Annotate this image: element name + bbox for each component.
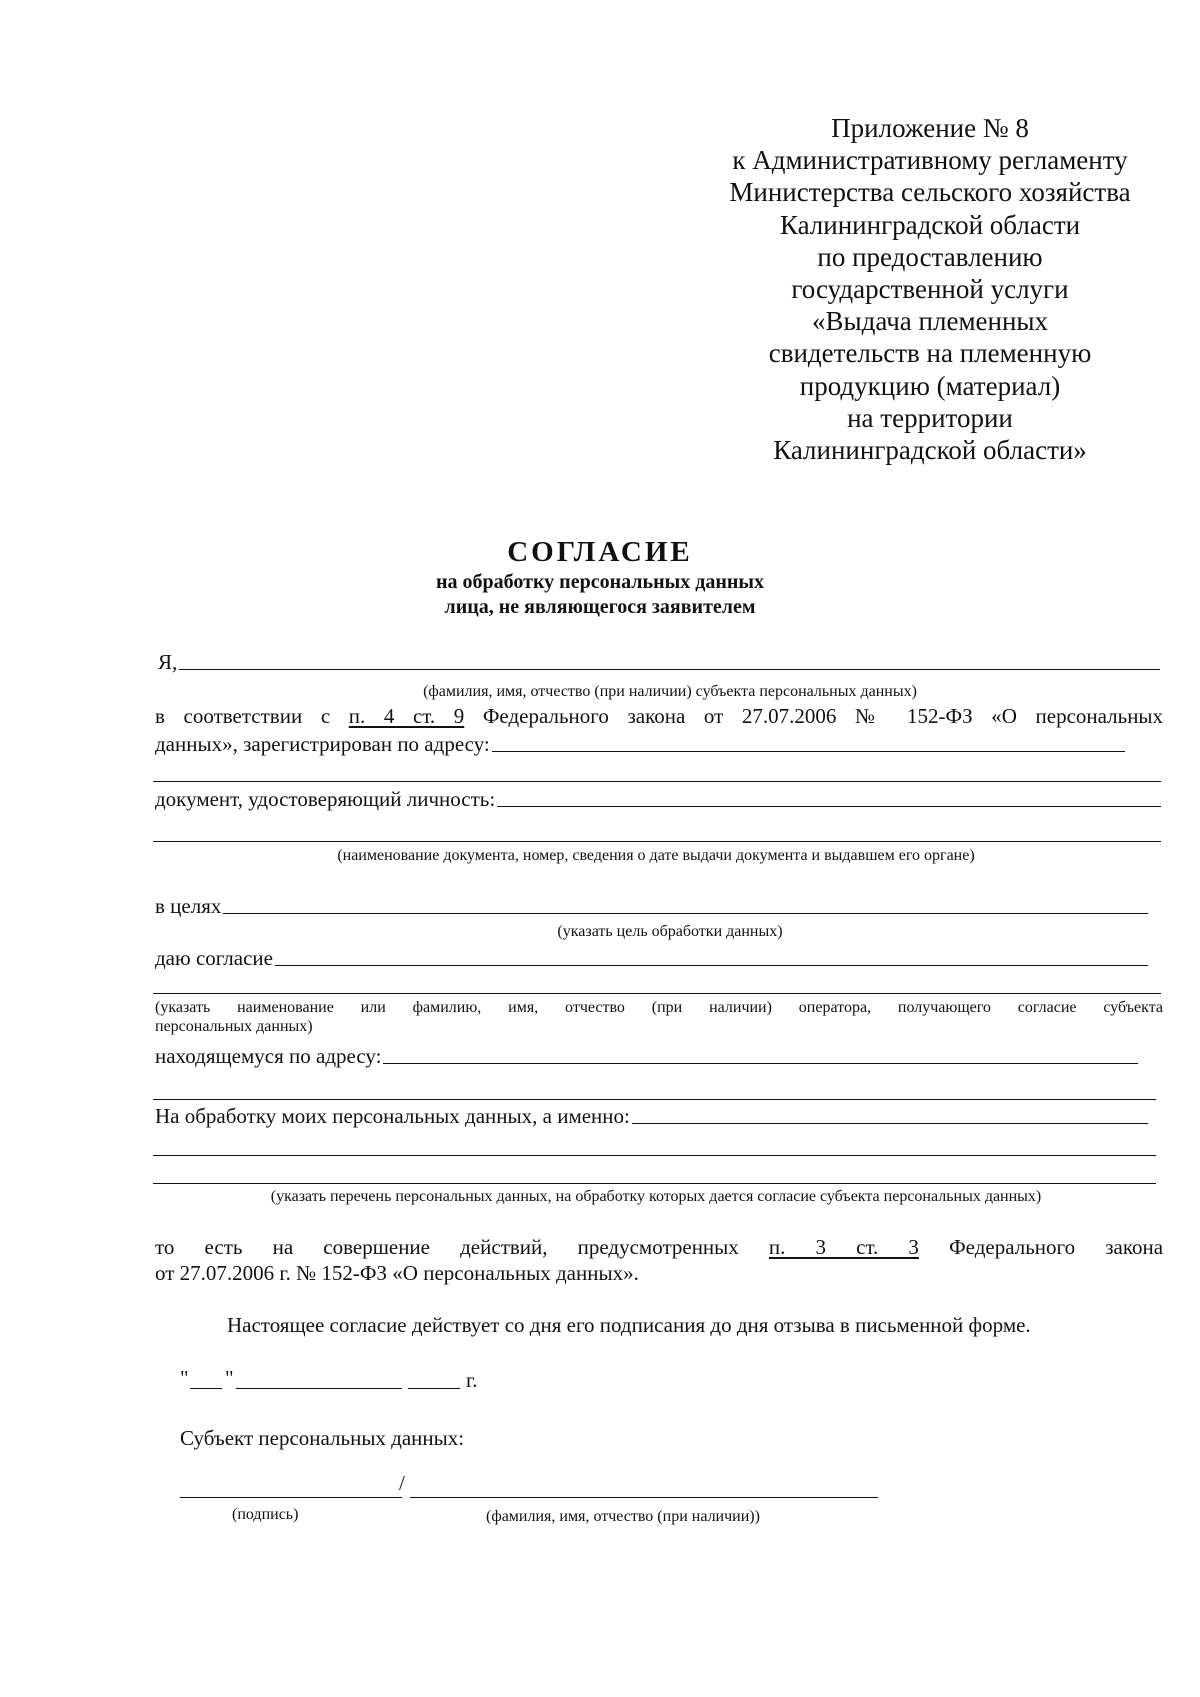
fio-input-line[interactable]: [410, 1497, 878, 1498]
data-list-hint: (указать перечень персональных данных, на обработку которых дается согласие субъекта персональных данных): [270, 1188, 1042, 1205]
actions-word: то: [155, 1235, 175, 1259]
data-list-input-line[interactable]: [632, 1122, 1148, 1124]
date-quote-close: ": [225, 1366, 234, 1390]
address-input-line-2[interactable]: [153, 781, 1161, 782]
actions-word: предусмотренных: [577, 1235, 739, 1259]
signature-input-line[interactable]: [180, 1497, 402, 1498]
appendix-line: Калининградской области»: [773, 435, 1087, 466]
law-word: закона: [627, 704, 686, 728]
actions-line: [155, 1234, 1163, 1261]
i-label: Я,: [158, 650, 178, 674]
subject-label: Субъект персональных данных:: [180, 1426, 465, 1450]
date-quote-open: ": [180, 1366, 189, 1390]
appendix-line: по предоставлению: [817, 241, 1043, 272]
law-word: Федерального: [482, 704, 609, 728]
operator-hint-cont: персональных данных): [155, 1018, 313, 1035]
operator-input-line-2[interactable]: [153, 993, 1161, 994]
data-list-input-line-3[interactable]: [153, 1183, 1156, 1184]
appendix-line: к Административному регламенту: [732, 145, 1128, 176]
address-input-line[interactable]: [492, 750, 1125, 752]
address-label: данных», зарегистрирован по адресу:: [155, 732, 490, 756]
id-document-input-line-2[interactable]: [153, 841, 1161, 842]
law-word: в: [155, 704, 165, 728]
name-field-row: [158, 649, 1160, 675]
law-word: персональных: [1035, 704, 1164, 728]
signature-hint: (подпись): [232, 1506, 299, 1523]
actions-reference-link[interactable]: п. 3 ст. 3: [768, 1235, 919, 1259]
data-list-input-line-2[interactable]: [153, 1155, 1156, 1156]
operator-hint: (указать наименование или фамилию, имя, отчество (при наличии) оператора, получающего согласие субъекта: [155, 999, 1163, 1016]
consent-label: даю согласие: [155, 946, 273, 970]
law-word: с: [320, 704, 331, 728]
appendix-line: продукцию (материал): [799, 370, 1061, 401]
id-document-input-line[interactable]: [497, 805, 1161, 807]
actions-word: есть: [204, 1235, 243, 1259]
document-subtitle: лица, не являющегося заявителем: [444, 596, 756, 618]
purpose-hint: (указать цель обработки данных): [557, 923, 783, 940]
appendix-line: «Выдача племенных: [811, 306, 1049, 337]
law-word: от: [703, 704, 724, 728]
name-input-line[interactable]: [179, 668, 1160, 670]
id-document-label: документ, удостоверяющий личность:: [155, 787, 496, 811]
appendix-header: [700, 112, 1160, 466]
purpose-row: [155, 893, 1148, 919]
appendix-line: Приложение № 8: [831, 113, 1029, 143]
document-subtitle: на обработку персональных данных: [436, 571, 764, 593]
operator-input-line[interactable]: [275, 964, 1148, 966]
appendix-line: свидетельств на племенную: [768, 338, 1092, 369]
appendix-line: Калининградской области: [779, 209, 1081, 240]
fio-hint: (фамилия, имя, отчество (при наличии)): [486, 1508, 760, 1525]
law-word: соответствии: [183, 704, 303, 728]
law-word: 152-ФЗ: [907, 704, 973, 728]
actions-word: действий,: [460, 1235, 548, 1259]
id-document-hint: (наименование документа, номер, сведения о дате выдачи документа и выдавшем его органе): [337, 847, 975, 864]
operator-address-input-line-2[interactable]: [153, 1099, 1156, 1100]
law-word: №: [855, 704, 889, 728]
name-hint: (фамилия, имя, отчество (при наличии) субъекта персональных данных): [423, 683, 917, 700]
actions-word: совершение: [323, 1235, 430, 1259]
address-field-row: [155, 731, 1125, 757]
consent-row: [155, 945, 1148, 971]
law-word: 27.07.2006: [741, 704, 837, 728]
date-month-input-line[interactable]: [236, 1388, 402, 1389]
actions-word: на: [272, 1235, 294, 1259]
law-word: «О: [991, 704, 1017, 728]
law-reference-link[interactable]: п. 4 ст. 9: [348, 704, 465, 728]
data-list-label: На обработку моих персональных данных, а именно:: [155, 1104, 630, 1128]
data-list-row: [155, 1103, 1148, 1129]
id-document-row: [155, 786, 1161, 812]
purpose-label: в целях: [155, 894, 222, 918]
operator-address-input-line[interactable]: [383, 1062, 1138, 1064]
operator-address-row: [155, 1043, 1138, 1069]
date-year-input-line[interactable]: [408, 1388, 460, 1389]
date-year-suffix: г.: [466, 1368, 478, 1392]
appendix-line: на территории: [847, 402, 1013, 433]
appendix-line: государственной услуги: [791, 274, 1069, 305]
actions-word: закона: [1105, 1235, 1164, 1259]
document-title: СОГЛАСИЕ: [507, 536, 693, 568]
actions-line-2: от 27.07.2006 г. № 152-ФЗ «О персональных данных».: [155, 1261, 639, 1285]
operator-address-label: находящемуся по адресу:: [155, 1044, 382, 1068]
purpose-input-line[interactable]: [223, 912, 1148, 914]
law-reference-line: [155, 703, 1163, 730]
signature-slash: /: [399, 1471, 405, 1495]
actions-word: Федерального: [949, 1235, 1076, 1259]
validity-text: Настоящее согласие действует со дня его подписания до дня отзыва в письменной форме.: [227, 1313, 1031, 1337]
date-day-input-line[interactable]: [190, 1388, 222, 1389]
appendix-line: Министерства сельского хозяйства: [729, 177, 1131, 208]
